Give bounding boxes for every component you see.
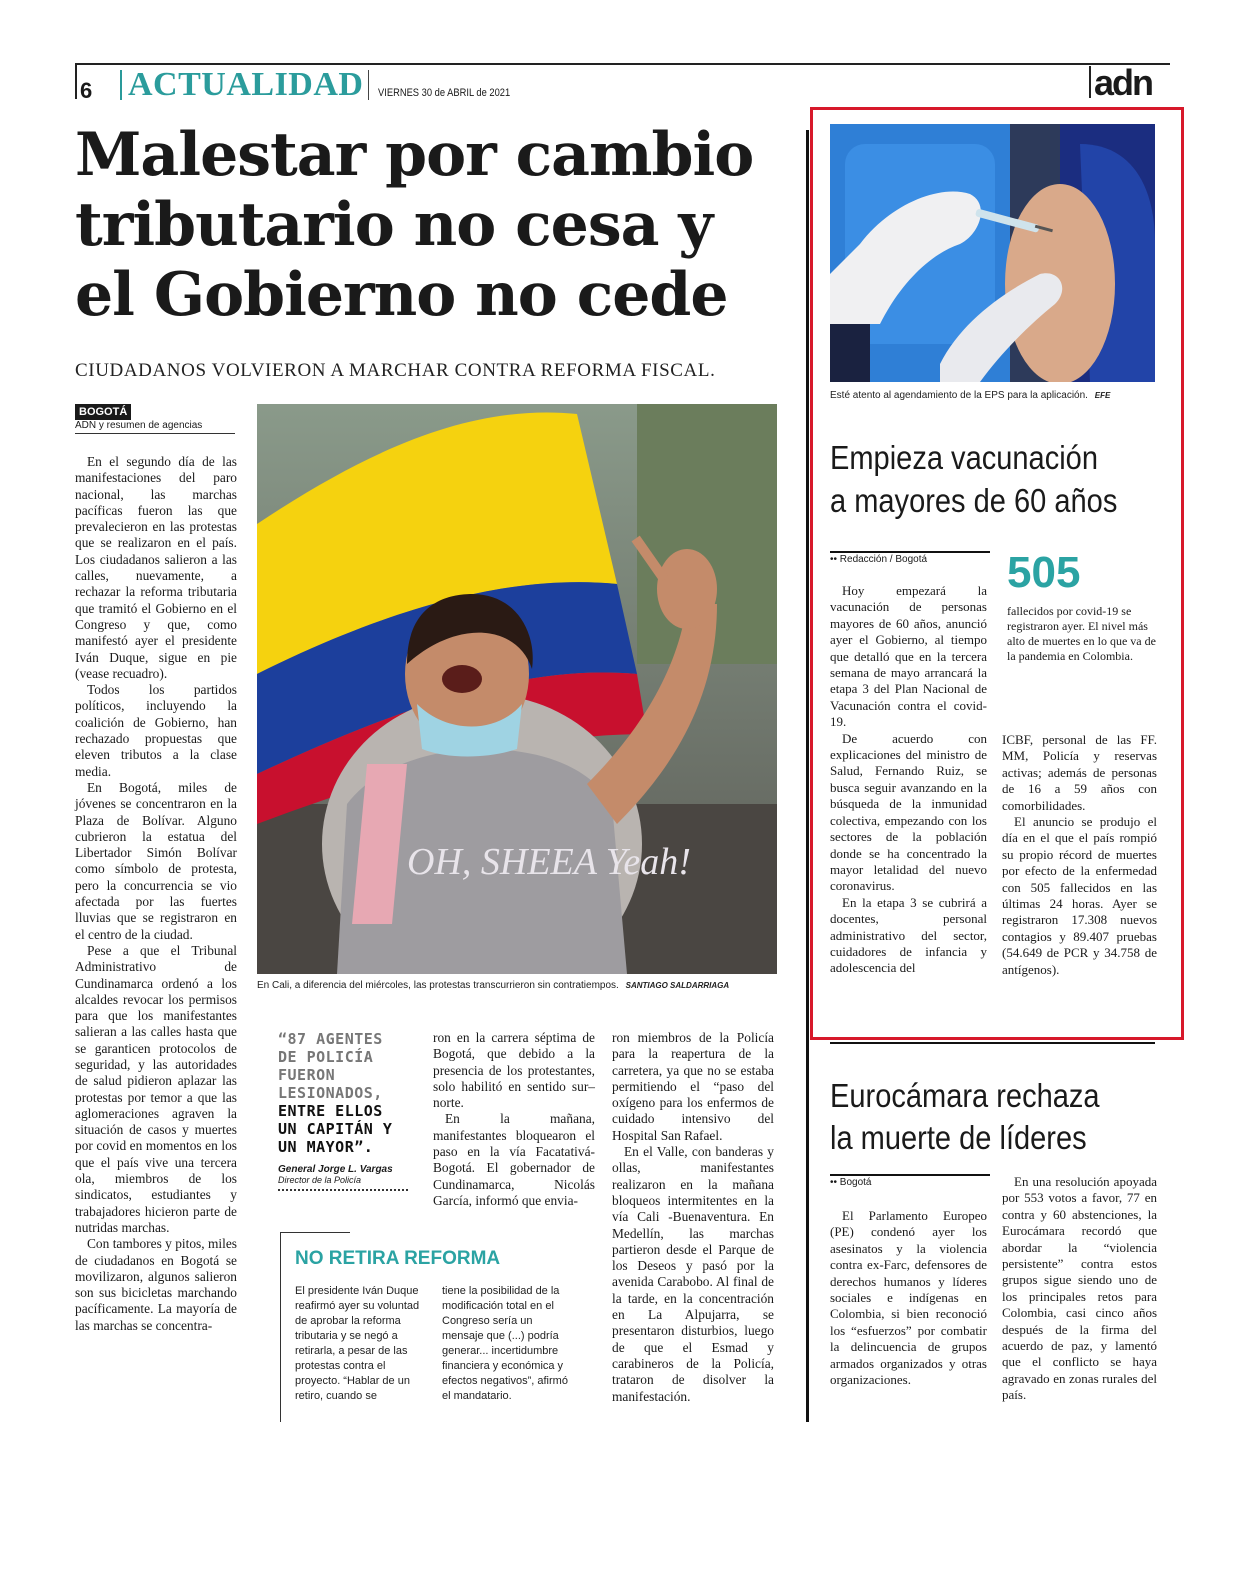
paragraph: Todos los partidos políticos, incluyendo la coalición de Gobierno, han rechazado propuestas que eleven tributos a la clase media.: [75, 682, 237, 779]
quote-author: General Jorge L. Vargas: [278, 1164, 393, 1175]
vaccine-photo: [830, 124, 1155, 382]
vaccine-headline-line-2: a mayores de 60 años: [830, 482, 1118, 519]
date-bar: [368, 70, 369, 100]
paragraph: En la etapa 3 se cubrirá a docentes, personal administrativo del sector, cuidadores de infancia y adolescencia del: [830, 894, 987, 976]
photo-credit: SANTIAGO SALDARRIAGA: [625, 981, 730, 990]
paragraph: Pese a que el Tribunal Administrativo de Cundinamarca ordenó a los alcaldes revocar los permisos para que los manifestantes salieran a las calles hasta que se garanticen protocolos de seguridad, y las autoridades de salud pidieron aplazar las protestas por temor a que las aglomeraciones agraven la situación de casos y muertes por covid en momentos en los que el país vive una tercera ola, miembros de los sindicatos, estudiantes y trabajadores hicieron parte de nutridas marchas.: [75, 942, 237, 1235]
euro-column-1: [830, 1208, 987, 1388]
quote-divider: [278, 1189, 408, 1191]
paragraph: En la mañana, manifestantes bloquearon el paso en la vía Facatativá-Bogotá. El gobernador de Cundinamarca, Nicolás García, informó que envia-: [433, 1111, 595, 1208]
big-number: 505: [1007, 548, 1081, 597]
paragraph: En una resolución apoyada por 553 votos a favor, 77 en contra y 60 abstenciones, la Eurocámara recordó que abordar la “violencia persistente” contra estos grupos sigue siendo uno de los principales retos para Colombia, casi cinco años después de la firma del acuerdo de paz, y lamentó que el conflicto se haya agravado en zonas rurales del país.: [1002, 1174, 1157, 1403]
paragraph: Con tambores y pitos, miles de ciudadanos en Bogotá se movilizaron, algunos salieron son sus bicicletas marchando pacíficamente. La mayoría de las marchas se concentra-: [75, 1236, 237, 1333]
box-column-1: El presidente Iván Duque reafirmó ayer su voluntad de aprobar la reforma tributaria y se negó a retirarla, a pesar de las protestas contra el proyecto. “Hablar de un retiro, cuando se: [295, 1285, 420, 1402]
photo-credit: EFE: [1094, 391, 1111, 400]
box-title: NO RETIRA REFORMA: [295, 1248, 501, 1269]
article-separator: [830, 1042, 1155, 1044]
main-subhead: CIUDADANOS VOLVIERON A MARCHAR CONTRA REFORMA FISCAL.: [75, 360, 716, 381]
main-column-4: [612, 1030, 774, 1405]
vaccine-byline: •• Redacción / Bogotá: [830, 551, 990, 565]
protest-photo-illustration: [257, 404, 777, 974]
protest-photo: [257, 404, 777, 974]
box-column-2: tiene la posibilidad de la modificación total en el Congreso sería un mensaje que (...) podría generar... incertidumbre financiera y económica y efectos negativos”, afirmó el mandatario.: [442, 1285, 568, 1402]
paragraph: De acuerdo con explicaciones del ministro de Salud, Fernando Ruiz, se busca seguir avanzando en la búsqueda de la inmunidad colectiva, empezando con los sectores de la población donde se ha concentrado la mayor letalidad del nuevo coronavirus.: [830, 730, 987, 894]
main-headline: Malestar por cambio tributario no cesa y el Gobierno no cede: [75, 120, 754, 330]
main-byline: ADN y resumen de agencias: [75, 420, 235, 434]
vaccine-headline: [830, 436, 1125, 522]
caption-text: Esté atento al agendamiento de la EPS para la aplicación.: [830, 390, 1088, 401]
euro-headline-line-1: Eurocámara rechaza: [830, 1077, 1100, 1114]
euro-headline: [830, 1075, 1129, 1159]
big-number-text: fallecidos por covid-19 se registraron ayer. El nivel más alto de muertes en lo que va de la pandemia en Colombia.: [1007, 604, 1156, 663]
vaccine-photo-illustration: [830, 124, 1155, 382]
vaccine-photo-caption: [830, 390, 1160, 401]
main-column-1: [75, 454, 237, 1334]
main-column-3: [433, 1030, 595, 1209]
header-rule: [75, 63, 1170, 65]
vaccine-column-1: [830, 583, 987, 977]
shirt-text: OH, SHEEA Yeah!: [407, 841, 691, 883]
paragraph: ron en la carrera séptima de Bogotá, que debido a la presencia de los protestantes, solo habilitó en sentido sur–norte.: [433, 1030, 595, 1111]
section-bar: [120, 70, 122, 100]
quote-dark: ENTRE ELLOS UN CAPITÁN Y UN MAYOR”.: [278, 1102, 393, 1156]
caption-text: En Cali, a diferencia del miércoles, las protestas transcurrieron sin contratiempos.: [257, 980, 619, 991]
paragraph: En Bogotá, miles de jóvenes se concentraron en la Plaza de Bolívar. Alguno cubrieron la estatua del Libertador Simón Bolívar como símbolo de protesta, pero la concurrencia se vio afectada por las fuertes lluvias que se registraron en el centro de la ciudad.: [75, 779, 237, 942]
paragraph: El anuncio se produjo el día en el que el país rompió su propio récord de muertes por efecto de la enfermedad con 505 fallecidos en las últimas 24 horas. Ayer se registraron 17.308 nuevos contagios y 89.407 pruebas (54.649 de PCR y 34.758 de antígenos).: [1002, 814, 1157, 977]
box-line-horizontal: [280, 1232, 350, 1233]
paragraph: Hoy empezará la vacunación de personas mayores de 60 años, anunció ayer el Gobierno, al tiempo que detalló que en la tercera semana de mayo arrancará la etapa 3 del Plan Nacional de Vacunación contra el covid-19.: [830, 583, 987, 730]
logo-bar: [1089, 66, 1091, 98]
paragraph: En el segundo día de las manifestaciones del paro nacional, las marchas pacíficas fueron las que prevalecieron en las protestas que se realizaron en el país. Los ciudadanos salieron a las calles, nuevamente, a rechazar la reforma tributaria que tramitó el Gobierno en el Congreso y que, como manifestó ayer el presidente Iván Duque, sigue en pie (vease recuadro).: [75, 454, 237, 681]
header-left-bar: [75, 63, 77, 99]
paragraph: ron miembros de la Policía para la reapertura de la carretera, ya que no se estaba permitiendo el “paso del oxígeno para los enfermos de cuidado intensivo del Hospital San Rafael.: [612, 1030, 774, 1143]
page-number: 6: [80, 78, 93, 103]
euro-byline: •• Bogotá: [830, 1174, 990, 1188]
section-title: ACTUALIDAD: [128, 66, 364, 103]
paragraph: El Parlamento Europeo (PE) condenó ayer los asesinatos y la violencia contra ex-Farc, defensores de derechos humanos y líderes sociales e indígenas en Colombia, si bien reconoció los “esfuerzos” por combatir la delincuencia de grupos armados organizados y otras organizaciones.: [830, 1208, 987, 1388]
main-photo-caption: [257, 980, 777, 991]
location-tag: BOGOTÁ: [75, 404, 131, 420]
quote-grey: “87 AGENTES DE POLICÍA FUERON LESIONADOS,: [278, 1030, 383, 1102]
euro-column-2: [1002, 1174, 1157, 1404]
pull-quote: [278, 1030, 408, 1191]
quote-role: Director de la Policía: [278, 1175, 362, 1185]
paragraph: En el Valle, con banderas y ollas, manifestantes realizaron en la mañana bloqueos intermitentes en la vía Cali -Buenaventura. En Medellín, las marchas partieron desde el Parque de los Deseos y pasó por la avenida Carabobo. Al final de la tarde, en la concentración en La Alpujarra, se presentaron disturbios, luego de que el Esmad y carabineros de la Policía, trataron de disolver la manifestación.: [612, 1144, 774, 1404]
box-line-vertical: [280, 1232, 281, 1422]
issue-date: VIERNES 30 de ABRIL de 2021: [378, 87, 511, 99]
paragraph: ICBF, personal de las FF. MM, Policía y reservas activas; además de personas de 16 a 59 años con comorbilidades.: [1002, 732, 1157, 813]
adn-logo: adn: [1094, 62, 1153, 103]
column-separator: [806, 130, 809, 1422]
euro-headline-line-2: la muerte de líderes: [830, 1119, 1087, 1156]
vaccine-column-2: [1002, 732, 1157, 978]
vaccine-headline-line-1: Empieza vacunación: [830, 439, 1098, 476]
